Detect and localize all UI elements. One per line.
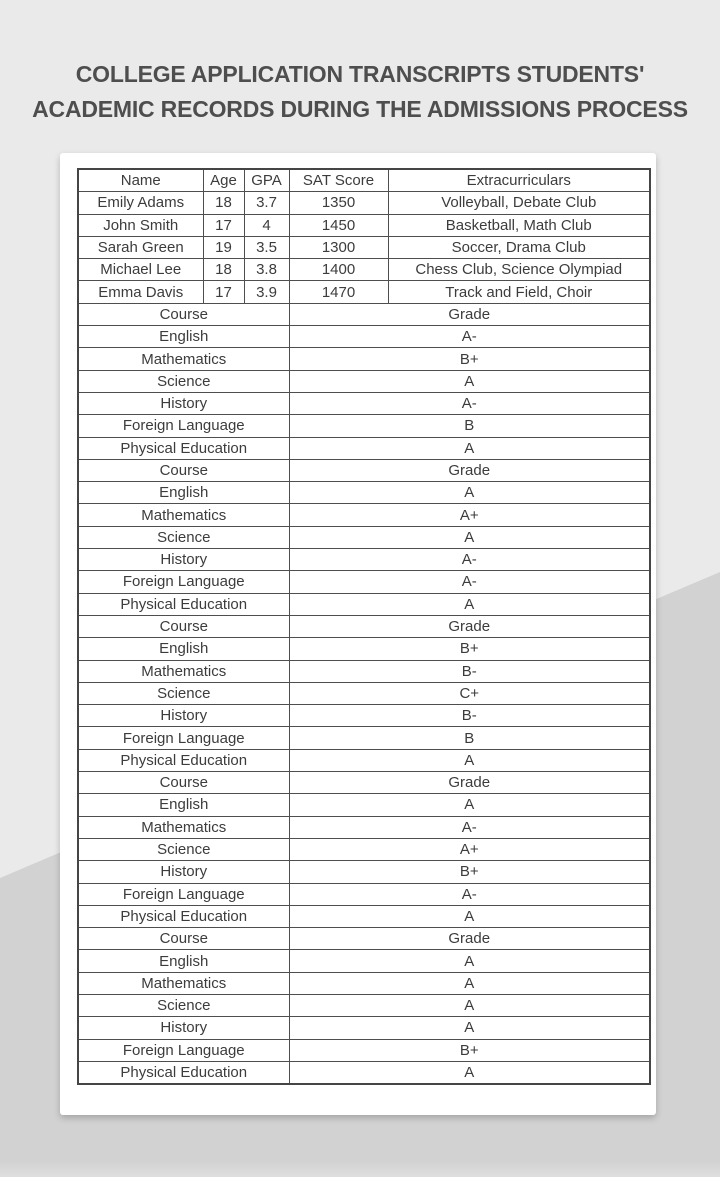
course-row [78, 883, 650, 905]
page-title-line2: ACADEMIC RECORDS DURING THE ADMISSIONS PROCESS [32, 96, 688, 122]
course-row [78, 415, 650, 437]
course-name-cell: English [78, 482, 289, 504]
grade-value-cell: A [289, 794, 650, 816]
grade-header-cell: Grade [289, 459, 650, 481]
course-name-cell: Mathematics [78, 504, 289, 526]
course-row [78, 905, 650, 927]
course-name-cell: English [78, 950, 289, 972]
student-age-cell: 17 [203, 214, 244, 236]
course-row [78, 794, 650, 816]
course-name-cell: Mathematics [78, 816, 289, 838]
course-row [78, 727, 650, 749]
student-extracurriculars-cell: Chess Club, Science Olympiad [388, 259, 650, 281]
course-name-cell: English [78, 326, 289, 348]
course-grade-header-row [78, 303, 650, 325]
grade-value-cell: A+ [289, 504, 650, 526]
course-row [78, 950, 650, 972]
course-row [78, 972, 650, 994]
grade-value-cell: A+ [289, 838, 650, 860]
course-row [78, 437, 650, 459]
course-row [78, 705, 650, 727]
course-name-cell: History [78, 392, 289, 414]
course-header-cell: Course [78, 303, 289, 325]
page-title-line1: COLLEGE APPLICATION TRANSCRIPTS STUDENTS' [75, 61, 645, 87]
grade-value-cell: A [289, 370, 650, 392]
grade-value-cell: B+ [289, 1039, 650, 1061]
student-gpa-cell: 3.5 [244, 236, 289, 258]
course-header-cell: Course [78, 928, 289, 950]
course-name-cell: Foreign Language [78, 727, 289, 749]
course-row [78, 994, 650, 1016]
grade-value-cell: A [289, 1017, 650, 1039]
student-extracurriculars-cell: Track and Field, Choir [388, 281, 650, 303]
students-header-row [78, 169, 650, 192]
students-header-sat-score: SAT Score [289, 169, 388, 192]
grade-value-cell: A [289, 950, 650, 972]
student-age-cell: 18 [203, 192, 244, 214]
grade-value-cell: B [289, 415, 650, 437]
student-row [78, 214, 650, 236]
course-name-cell: English [78, 794, 289, 816]
grade-value-cell: B- [289, 705, 650, 727]
grade-value-cell: A [289, 437, 650, 459]
course-name-cell: Physical Education [78, 437, 289, 459]
student-gpa-cell: 3.7 [244, 192, 289, 214]
grade-value-cell: A [289, 905, 650, 927]
student-name-cell: Sarah Green [78, 236, 203, 258]
student-sat-score-cell: 1400 [289, 259, 388, 281]
course-name-cell: Foreign Language [78, 1039, 289, 1061]
grade-value-cell: A [289, 994, 650, 1016]
course-row [78, 816, 650, 838]
course-grade-header-row [78, 772, 650, 794]
grade-value-cell: B+ [289, 348, 650, 370]
course-row [78, 1039, 650, 1061]
grade-value-cell: A- [289, 883, 650, 905]
student-name-cell: Emma Davis [78, 281, 203, 303]
course-name-cell: Mathematics [78, 660, 289, 682]
grade-value-cell: A- [289, 816, 650, 838]
grade-value-cell: B- [289, 660, 650, 682]
students-header-extracurriculars: Extracurriculars [388, 169, 650, 192]
transcript-card [60, 153, 656, 1115]
course-row [78, 348, 650, 370]
course-row [78, 749, 650, 771]
grade-header-cell: Grade [289, 928, 650, 950]
student-sat-score-cell: 1300 [289, 236, 388, 258]
course-name-cell: Mathematics [78, 348, 289, 370]
students-header-name: Name [78, 169, 203, 192]
student-age-cell: 19 [203, 236, 244, 258]
student-extracurriculars-cell: Volleyball, Debate Club [388, 192, 650, 214]
course-name-cell: Physical Education [78, 905, 289, 927]
course-name-cell: Physical Education [78, 593, 289, 615]
course-header-cell: Course [78, 459, 289, 481]
course-name-cell: History [78, 1017, 289, 1039]
course-row [78, 1061, 650, 1084]
student-gpa-cell: 3.9 [244, 281, 289, 303]
student-sat-score-cell: 1350 [289, 192, 388, 214]
grade-value-cell: B+ [289, 638, 650, 660]
course-name-cell: Science [78, 682, 289, 704]
students-header-age: Age [203, 169, 244, 192]
student-row [78, 236, 650, 258]
student-row [78, 281, 650, 303]
course-row [78, 861, 650, 883]
grade-value-cell: A [289, 593, 650, 615]
grade-value-cell: A [289, 1061, 650, 1084]
course-name-cell: Physical Education [78, 749, 289, 771]
course-grade-header-row [78, 615, 650, 637]
course-row [78, 526, 650, 548]
course-row [78, 593, 650, 615]
students-header-gpa: GPA [244, 169, 289, 192]
course-row [78, 571, 650, 593]
grade-value-cell: A [289, 482, 650, 504]
grade-header-cell: Grade [289, 615, 650, 637]
course-row [78, 838, 650, 860]
transcript-table [77, 168, 651, 1085]
student-sat-score-cell: 1470 [289, 281, 388, 303]
course-row [78, 549, 650, 571]
course-row [78, 504, 650, 526]
course-name-cell: History [78, 705, 289, 727]
course-name-cell: Science [78, 994, 289, 1016]
student-name-cell: Michael Lee [78, 259, 203, 281]
course-row [78, 326, 650, 348]
grade-value-cell: A- [289, 326, 650, 348]
grade-value-cell: A [289, 749, 650, 771]
grade-value-cell: A- [289, 392, 650, 414]
grade-value-cell: A- [289, 571, 650, 593]
student-name-cell: John Smith [78, 214, 203, 236]
course-header-cell: Course [78, 772, 289, 794]
course-name-cell: Physical Education [78, 1061, 289, 1084]
course-name-cell: History [78, 861, 289, 883]
course-row [78, 1017, 650, 1039]
grade-value-cell: C+ [289, 682, 650, 704]
student-gpa-cell: 4 [244, 214, 289, 236]
course-name-cell: Science [78, 370, 289, 392]
background-bottom-strip [0, 1161, 720, 1177]
course-name-cell: Mathematics [78, 972, 289, 994]
course-name-cell: Science [78, 838, 289, 860]
student-row [78, 259, 650, 281]
course-name-cell: History [78, 549, 289, 571]
course-header-cell: Course [78, 615, 289, 637]
page-title [0, 57, 720, 127]
grade-value-cell: B+ [289, 861, 650, 883]
student-row [78, 192, 650, 214]
student-extracurriculars-cell: Basketball, Math Club [388, 214, 650, 236]
grade-value-cell: B [289, 727, 650, 749]
grade-value-cell: A [289, 972, 650, 994]
course-row [78, 392, 650, 414]
course-row [78, 482, 650, 504]
grade-value-cell: A [289, 526, 650, 548]
course-name-cell: Foreign Language [78, 883, 289, 905]
grade-header-cell: Grade [289, 303, 650, 325]
student-age-cell: 18 [203, 259, 244, 281]
student-age-cell: 17 [203, 281, 244, 303]
course-row [78, 638, 650, 660]
student-name-cell: Emily Adams [78, 192, 203, 214]
course-row [78, 660, 650, 682]
grade-header-cell: Grade [289, 772, 650, 794]
course-name-cell: Foreign Language [78, 415, 289, 437]
course-grade-header-row [78, 459, 650, 481]
course-row [78, 370, 650, 392]
student-sat-score-cell: 1450 [289, 214, 388, 236]
course-grade-header-row [78, 928, 650, 950]
grade-value-cell: A- [289, 549, 650, 571]
student-extracurriculars-cell: Soccer, Drama Club [388, 236, 650, 258]
course-name-cell: Foreign Language [78, 571, 289, 593]
course-name-cell: English [78, 638, 289, 660]
course-name-cell: Science [78, 526, 289, 548]
student-gpa-cell: 3.8 [244, 259, 289, 281]
course-row [78, 682, 650, 704]
